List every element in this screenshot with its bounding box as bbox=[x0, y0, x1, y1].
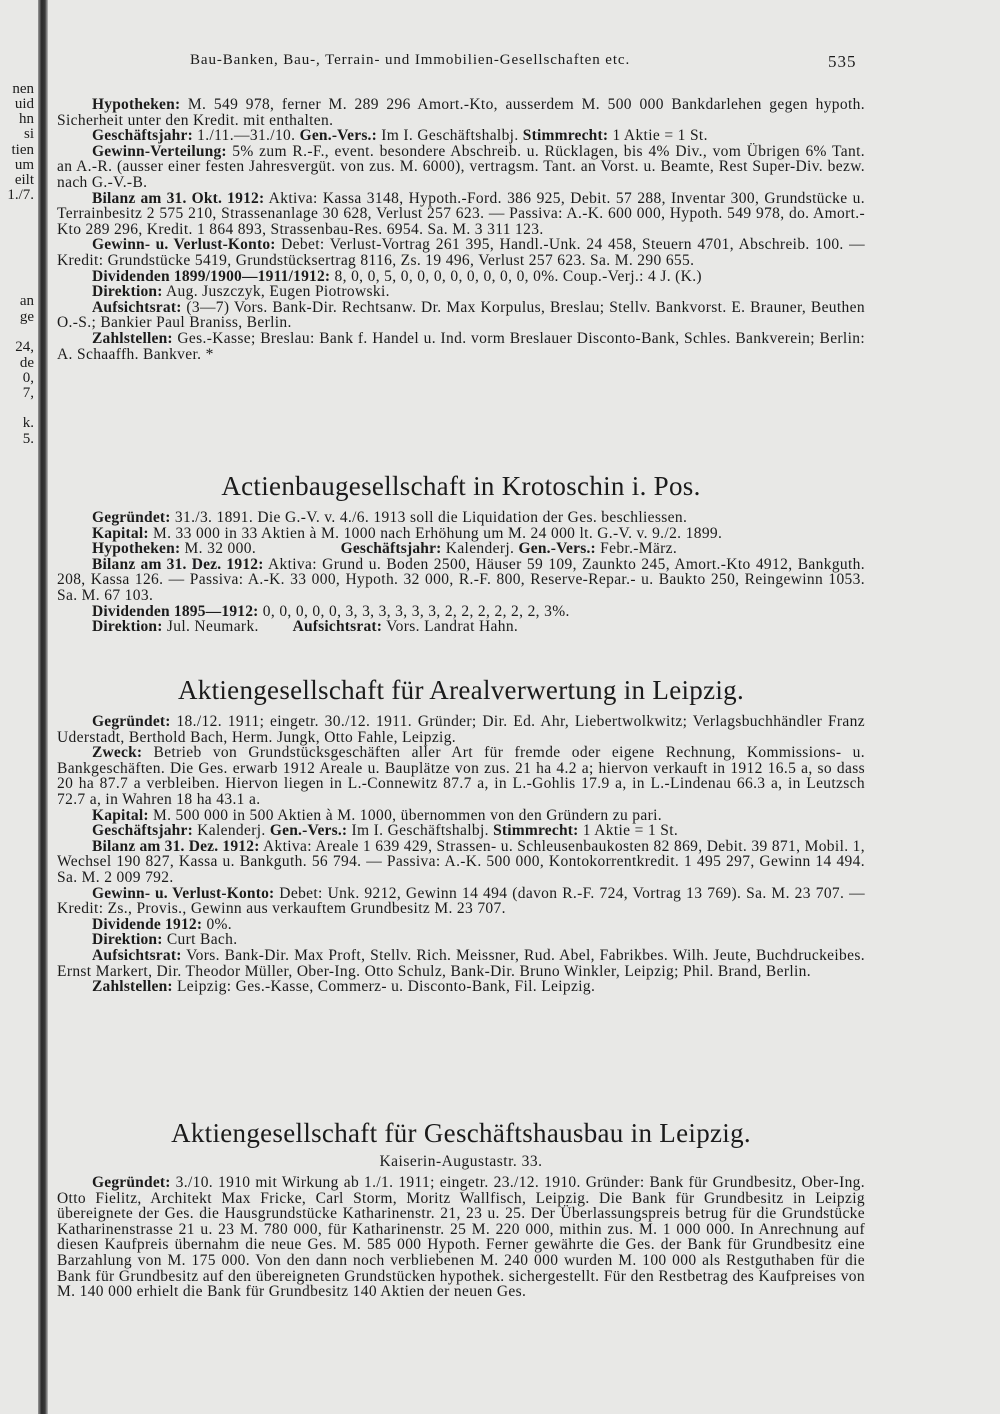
field-label: Zweck: bbox=[92, 744, 143, 762]
field-value: M. 549 978, ferner M. 289 296 Amort.-Kto, ausserdem M. 500 000 Bankdarlehen gegen hypoth. Sicherheit unter den Kredit. mit enthalten. bbox=[57, 96, 870, 129]
entry-paragraph bbox=[57, 604, 865, 620]
field-label: Gewinn- u. Verlust-Konto: bbox=[92, 884, 275, 902]
field-label: Stimmrecht: bbox=[522, 127, 609, 145]
field-value: 1 Aktie = 1 St. bbox=[578, 822, 679, 840]
entry-paragraph bbox=[57, 128, 865, 144]
field-value: Aug. Juszczyk, Eugen Piotrowski. bbox=[162, 283, 390, 301]
company-heading: Aktiengesellschaft für Arealverwertung in Leipzig. bbox=[177, 675, 745, 705]
field-label: Geschäftsjahr: bbox=[340, 540, 442, 558]
previous-page-fragment: k. bbox=[22, 415, 34, 431]
entry-paragraph bbox=[57, 713, 870, 746]
previous-page-fragment: tien bbox=[11, 142, 34, 158]
field-label: Geschäftsjahr: bbox=[92, 127, 193, 145]
field-value: Leipzig: Ges.-Kasse, Commerz- u. Disconto-Bank, Fil. Leipzig. bbox=[172, 978, 596, 996]
field-label: Gen.-Vers.: bbox=[299, 127, 377, 145]
company-heading: Actienbaugesellschaft in Krotoschin i. Pos. bbox=[221, 471, 701, 501]
field-label: Zahlstellen: bbox=[92, 978, 173, 996]
entry-paragraph bbox=[57, 808, 865, 824]
field-value: 18./12. 1911; eingetr. 30./12. 1911. Gründer; Dir. Ed. Ahr, Liebertwolkwitz; Verlagsbuchhändler Franz Uderstadt, Berthold Bach, Herm. Jungk, Otto Fahle, Leipzig. bbox=[57, 713, 870, 746]
field-label: Stimmrecht: bbox=[493, 822, 579, 840]
field-value: M. 32 000. bbox=[180, 540, 341, 558]
field-value: M. 33 000 in 33 Aktien à M. 1000 nach Erhöhung um M. 24 000 lt. G.-V. v. 9./2. 1899. bbox=[148, 524, 723, 542]
entry-paragraph bbox=[57, 541, 865, 557]
field-value: (3—7) Vors. Bank-Dir. Rechtsanw. Dr. Max Korpulus, Breslau; Stellv. Bankvorst. E. Brauner, Beuthen O.-S.; Bankier Paul Braniss, Berlin. bbox=[57, 298, 870, 332]
field-label: Direktion: bbox=[92, 283, 163, 301]
entry-paragraph bbox=[57, 329, 869, 363]
previous-page-fragment: ge bbox=[19, 309, 34, 325]
entry-paragraph bbox=[57, 526, 865, 542]
entry-paragraph bbox=[57, 917, 865, 933]
company-heading: Aktiengesellschaft für Geschäftshausbau in Leipzig. bbox=[171, 1118, 751, 1148]
entry-paragraph bbox=[57, 142, 870, 191]
field-value: Kalenderj. bbox=[441, 540, 519, 558]
field-value: Aktiva: Kassa 3148, Hypoth.-Ford. 386 925, Debit. 57 288, Inventar 300, Grundstücke u. Terrainbesitz 2 575 210, Strassenanlage 30 628, Verlust 257 623. — Passiva: A.-K. 600 000, Hypoth. 549 978, do. Amort.-Kto 289 296, Kredit. 1 864 893, Strassenbau-Res. 6954. Sa. M. 3 311 123. bbox=[57, 189, 869, 238]
entry-krotoschin bbox=[57, 470, 870, 636]
entry-paragraph bbox=[57, 96, 870, 129]
field-label: Gen.-Vers.: bbox=[518, 540, 596, 558]
field-value: 3./10. 1910 mit Wirkung ab 1./1. 1911; eingetr. 23./12. 1910. Gründer: Bank für Grundbesitz, Ober-Ing. Otto Fielitz, Architekt Max Fricke, Carl Storm, Moritz Wallfisch, Leipzig. Die Bank für Grundbesitz in Leipzig übereignete der Ges. die Hausgrundstücke Katharinenstr. 21, 23 u. 25. Der Überlassungspreis betrug für die Grundstücke Katharinenstrasse 21 u. 23 M. 780 000, für Katharinenstr. 25 M. 220 000, mithin zus. M. 1 000 000. In Anrechnung auf diesen Kaufpreis übernahm die neue Ges. M. 585 000 Hypoth. Ferner gewährte die Ges. der Bank für Grundbesitz eine Barzahlung von M. 175 000. Von den dann noch verbliebenen M. 240 000 wurden M. 100 000 als Restguthaben für die Bank für Grundbesitz auf den übereigneten Grundstücken hypothek. sichergestellt. Für den Restbetrag des Kaufpreises von M. 140 000 erhielt die Bank für Grundbesitz 140 Aktien der neuen Ges. bbox=[57, 1174, 870, 1301]
field-label: Bilanz am 31. Dez. 1912: bbox=[92, 837, 260, 855]
field-value: Aktiva: Areale 1 639 429, Strassen- u. Schleusenbaukosten 82 869, Debit. 39 871, Mobil. 1, Wechsel 190 827, Kassa u. Bankguth. 56 794. — Passiva: A.-K. 500 000, Kontokorrentkredit. 1 495 297, Gewinn 14 494. Sa. M. 2 009 792. bbox=[57, 837, 870, 886]
entry-paragraph bbox=[57, 298, 870, 332]
company-address: Kaiserin-Augustastr. 33. bbox=[379, 1153, 543, 1170]
entry-arealverwertung-leipzig bbox=[57, 674, 870, 996]
field-label: Aufsichtsrat: bbox=[92, 298, 182, 316]
entry-paragraph bbox=[57, 884, 870, 918]
field-label: Aufsichtsrat: bbox=[292, 618, 383, 636]
entry-paragraph bbox=[57, 744, 870, 808]
field-label: Direktion: bbox=[92, 931, 163, 949]
entry-paragraph bbox=[57, 946, 870, 980]
field-label: Dividenden 1899/1900—1911/1912: bbox=[92, 267, 331, 285]
field-label: Bilanz am 31. Okt. 1912: bbox=[92, 189, 265, 207]
field-label: Gen.-Vers.: bbox=[269, 822, 348, 840]
entry-geschaeftshausbau-leipzig bbox=[57, 1117, 870, 1301]
previous-page-fragment: 0, bbox=[22, 370, 34, 386]
field-label: Hypotheken: bbox=[92, 540, 181, 558]
entry-paragraph bbox=[57, 555, 870, 604]
field-value: Kalenderj. bbox=[192, 822, 270, 840]
field-value: M. 500 000 in 500 Aktien à M. 1000, übernommen von den Gründern zu pari. bbox=[148, 806, 663, 824]
entry-paragraph bbox=[57, 837, 870, 886]
previous-page-fragment: an bbox=[19, 293, 34, 309]
field-label: Gewinn-Verteilung: bbox=[92, 142, 227, 160]
page-number: 535 bbox=[828, 52, 857, 71]
running-head: Bau-Banken, Bau-, Terrain- und Immobilien-Gesellschaften etc. bbox=[190, 52, 631, 68]
previous-page-fragment: 24, bbox=[15, 339, 34, 355]
field-value: Debet: Verlust-Vortrag 261 395, Handl.-Unk. 24 458, Steuern 4701, Abschreib. 100. — Kredit: Grundstücke 5419, Grundstücksertrag 8116, Zs. 19 496, Verlust 257 623. Sa. M. 290 655. bbox=[57, 236, 870, 269]
book-gutter bbox=[38, 0, 48, 1414]
previous-page-fragment: uid bbox=[14, 96, 34, 112]
previous-page-fragment: 7, bbox=[22, 385, 34, 401]
field-label: Dividenden 1895—1912: bbox=[92, 602, 259, 620]
entry-paragraph bbox=[57, 823, 865, 839]
previous-page-fragment: eilt bbox=[14, 172, 34, 188]
entry-paragraph bbox=[57, 510, 865, 526]
previous-page-fragment: hn bbox=[19, 111, 34, 127]
previous-page-fragment: 5. bbox=[22, 431, 34, 447]
field-value: Vors. Landrat Hahn. bbox=[382, 618, 519, 636]
field-label: Dividende 1912: bbox=[92, 915, 203, 933]
field-value: 0%. bbox=[202, 915, 233, 933]
field-label: Geschäftsjahr: bbox=[92, 822, 193, 840]
entry-paragraph bbox=[57, 269, 865, 285]
field-label: Hypotheken: bbox=[92, 96, 181, 113]
field-label: Direktion: bbox=[92, 618, 163, 636]
field-value: Febr.-März. bbox=[595, 540, 678, 558]
entry-paragraph bbox=[57, 932, 865, 948]
previous-page-fragment: nen bbox=[12, 81, 34, 97]
entry-paragraph bbox=[57, 619, 865, 635]
entry-continuation-bau-banken bbox=[57, 96, 870, 363]
field-value: Jul. Neumark. bbox=[162, 618, 293, 636]
previous-page-fragment: de bbox=[19, 355, 34, 371]
field-label: Kapital: bbox=[92, 806, 149, 824]
entry-paragraph bbox=[57, 236, 870, 269]
entry-paragraph bbox=[57, 979, 865, 995]
field-label: Bilanz am 31. Dez. 1912: bbox=[92, 555, 264, 573]
field-label: Gewinn- u. Verlust-Konto: bbox=[92, 236, 276, 254]
entry-paragraph bbox=[57, 1174, 870, 1301]
field-value: 1./11.—31./10. bbox=[192, 127, 300, 145]
field-value: Vors. Bank-Dir. Max Proft, Stellv. Rich. Meissner, Rud. Abel, Fabrikbes. Wilh. Jeute, Buchdruckeibes. Ernst Markert, Dir. Theodor Müller, Ober-Ing. Otto Schulz, Bank-Dir. Bruno Winkler, Leipzig; Phil. Brand, Berlin. bbox=[57, 946, 870, 980]
field-value: 8, 0, 0, 5, 0, 0, 0, 0, 0, 0, 0, 0, 0%. Coup.-Verj.: 4 J. (K.) bbox=[330, 267, 702, 285]
entry-paragraph bbox=[57, 189, 869, 238]
previous-page-fragment: si bbox=[23, 126, 34, 142]
field-value: 0, 0, 0, 0, 0, 3, 3, 3, 3, 3, 3, 2, 2, 2, 2, 2, 2, 3%. bbox=[258, 602, 570, 620]
field-value: Curt Bach. bbox=[162, 931, 238, 949]
previous-page-edge bbox=[0, 0, 36, 1414]
field-label: Zahlstellen: bbox=[92, 329, 173, 347]
field-label: Kapital: bbox=[92, 524, 149, 542]
previous-page-fragment: um bbox=[14, 157, 34, 173]
field-label: Gegründet: bbox=[92, 713, 171, 730]
field-label: Aufsichtsrat: bbox=[92, 946, 182, 964]
field-value: Aktiva: Grund u. Boden 2500, Häuser 59 109, Zaunkto 245, Amort.-Kto 4912, Bankguth. 208, Kassa 126. — Passiva: A.-K. 33 000, Hypoth. 32 000, R.-F. 800, Reserve-Repar.- u. Baukto 250, Reingewinn 1053. Sa. M. 67 103. bbox=[57, 555, 870, 604]
field-value: Debet: Unk. 9212, Gewinn 14 494 (davon R.-F. 724, Vortrag 13 769). Sa. M. 23 707. — Kredit: Zs., Provis., Gewinn aus verkauftem Grundbesitz M. 23 707. bbox=[57, 884, 870, 918]
field-label: Gegründet: bbox=[92, 509, 171, 526]
field-value: 31./3. 1891. Die G.-V. v. 4./6. 1913 soll die Liquidation der Ges. beschliessen. bbox=[170, 509, 688, 526]
entry-paragraph bbox=[57, 284, 865, 300]
field-value: Im I. Geschäftshalbj. bbox=[377, 127, 523, 145]
field-value: Betrieb von Grundstücksgeschäften aller Art für fremde oder eigene Rechnung, Kommissions- u. Bankgeschäften. Die Ges. erwarb 1912 Areale u. Bauplätze von zus. 21 ha 4.2 a; hiervon verkauft in 1912 16.5 a, so dass 20 ha 87.7 a verbleiben. Hiervon liegen in L.-Connewitz 87.7 a, in L.-Gohlis 17.9 a, in L.-Lindenau 66.3 a, in Leutzsch 72.7 a, in Wahren 18 ha 43.1 a. bbox=[57, 744, 870, 808]
field-value: Ges.-Kasse; Breslau: Bank f. Handel u. Ind. vorm Breslauer Disconto-Bank, Schles. Bankverein; Berlin: A. Schaaffh. Bankver. * bbox=[57, 329, 869, 363]
field-value: 5% zum R.-F., event. besondere Abschreib. u. Rücklagen, bis 4% Div., vom Übrigen 6% Tant. an A.-R. (ausser einer festen Jahresvergüt. von zus. M. 6000), vertragsm. Tant. an Vorst. u. Beamte, Rest Super-Div. bezw. nach G.-V.-B. bbox=[57, 142, 870, 191]
field-value: 1 Aktie = 1 St. bbox=[608, 127, 708, 145]
previous-page-fragment: 1./7. bbox=[7, 187, 34, 203]
field-label: Gegründet: bbox=[92, 1174, 171, 1191]
field-value: Im I. Geschäftshalbj. bbox=[347, 822, 494, 840]
